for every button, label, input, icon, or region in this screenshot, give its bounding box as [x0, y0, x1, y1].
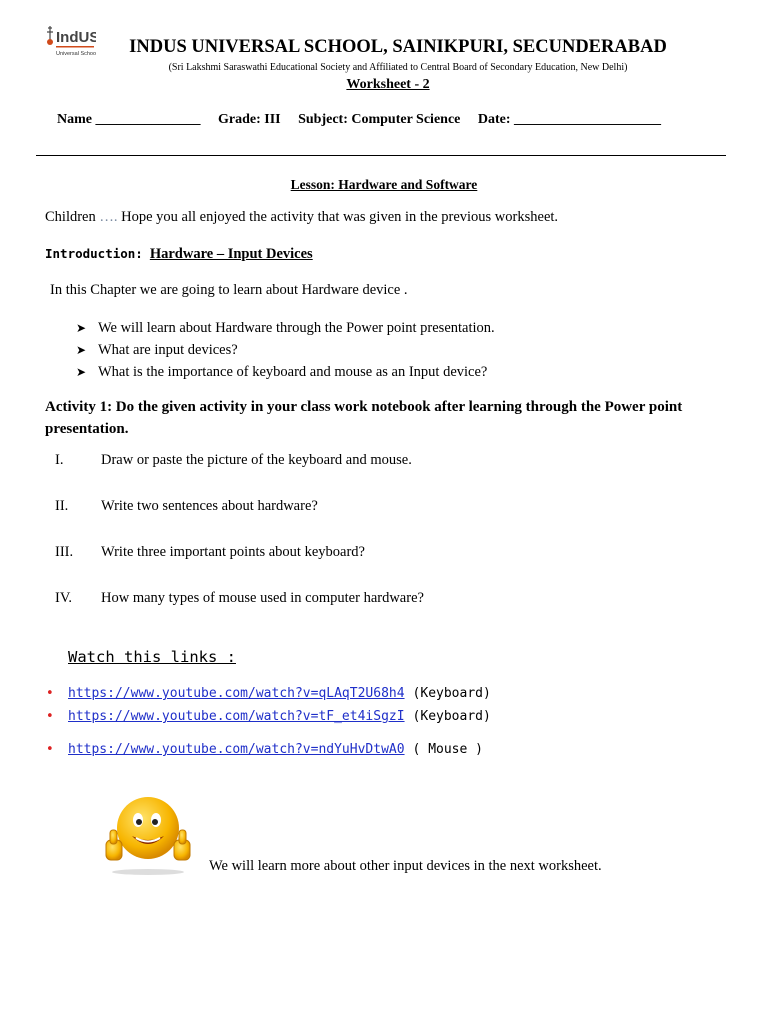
- lesson-title: Lesson: Hardware and Software: [290, 177, 478, 192]
- youtube-link-keyboard-2[interactable]: https://www.youtube.com/watch?v=tF_et4iSgzI: [68, 709, 405, 724]
- activity-heading: Activity 1: Do the given activity in your class work notebook after learning through the Power point presentation.: [45, 399, 683, 437]
- link-item: • https://www.youtube.com/watch?v=tF_et4iSgzI (Keyboard): [46, 709, 491, 724]
- list-item: ➤ What are input devices?: [76, 341, 238, 358]
- bullet-dot-icon: •: [46, 686, 54, 701]
- school-logo: [44, 20, 96, 60]
- question-item: IV. How many types of mouse used in computer hardware?: [55, 590, 424, 606]
- svg-text:IndUS: IndUS: [56, 29, 96, 46]
- bullet-dot-icon: •: [46, 709, 54, 724]
- introduction-label: Introduction:: [45, 246, 143, 261]
- link-item: • https://www.youtube.com/watch?v=ndYuHvDtwA0 ( Mouse ): [46, 742, 483, 757]
- question-item: II. Write two sentences about hardware?: [55, 498, 318, 514]
- question-item: III. Write three important points about keyboard?: [55, 544, 365, 560]
- bullet-dot-icon: •: [46, 742, 54, 757]
- bullet-list: [76, 317, 495, 383]
- greeting-paragraph: Children …. Hope you all enjoyed the activity that was given in the previous worksheet.: [45, 209, 559, 225]
- watch-links-heading: Watch this links :: [68, 648, 236, 666]
- chapter-text: In this Chapter we are going to learn about Hardware device .: [50, 282, 408, 298]
- thumbs-up-smiley-icon: [100, 790, 196, 876]
- question-item: I. Draw or paste the picture of the keyboard and mouse.: [55, 452, 412, 468]
- school-name: INDUS UNIVERSAL SCHOOL, SAINIKPURI, SECUNDERABAD: [129, 37, 667, 57]
- arrow-bullet-icon: ➤: [76, 343, 87, 357]
- list-item: ➤ We will learn about Hardware through the Power point presentation.: [76, 319, 495, 336]
- worksheet-title: Worksheet - 2: [346, 77, 430, 92]
- arrow-bullet-icon: ➤: [76, 365, 87, 379]
- introduction-title: Hardware – Input Devices: [149, 246, 313, 262]
- link-item: • https://www.youtube.com/watch?v=qLAqT2U68h4 (Keyboard): [46, 686, 491, 701]
- youtube-link-keyboard-1[interactable]: https://www.youtube.com/watch?v=qLAqT2U68h4: [68, 686, 405, 701]
- svg-text:Universal School: Universal School: [56, 51, 96, 57]
- affiliation-text: (Sri Lakshmi Saraswathi Educational Society and Affiliated to Central Board of Secondary Education, New Delhi): [168, 62, 628, 73]
- youtube-link-mouse[interactable]: https://www.youtube.com/watch?v=ndYuHvDtwA0: [68, 742, 405, 757]
- student-info-row: Name _______________ Grade: III Subject: Computer Science Date: _____________________: [57, 112, 662, 127]
- closing-text: We will learn more about other input devices in the next worksheet.: [209, 858, 602, 874]
- introduction-heading: [45, 246, 313, 263]
- arrow-bullet-icon: ➤: [76, 321, 87, 335]
- divider-line: [36, 155, 726, 156]
- list-item: ➤ What is the importance of keyboard and mouse as an Input device?: [76, 363, 488, 380]
